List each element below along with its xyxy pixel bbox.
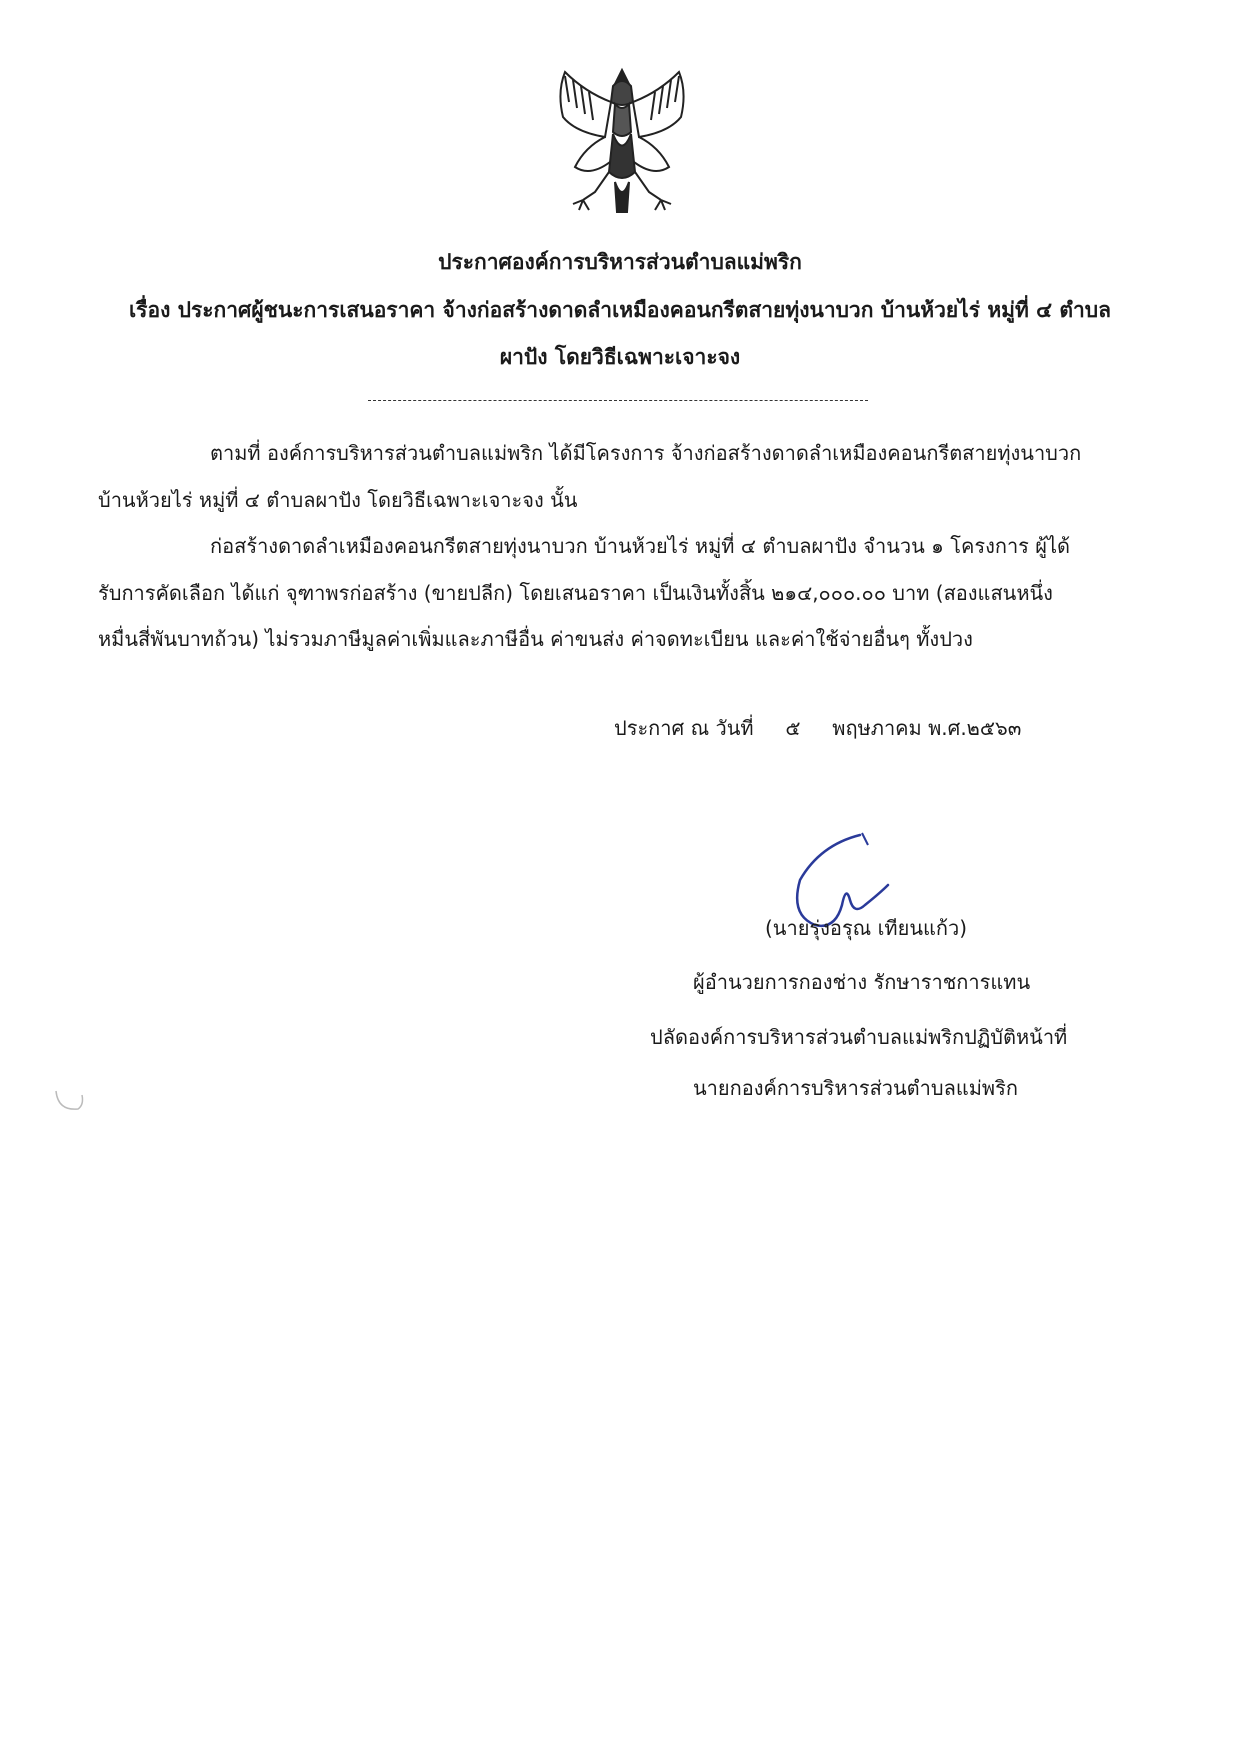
body-paragraph-2-line-1: ก่อสร้างดาดลำเหมืองคอนกรีตสายทุ่งนาบวก บ้านห้วยไร่ หมู่ที่ ๔ ตำบลผาปัง จำนวน ๑ โครงการ ผู้ได้ xyxy=(210,534,1071,558)
body-paragraph-2-line-2: รับการคัดเลือก ได้แก่ จุฑาพรก่อสร้าง (ขายปลีก) โดยเสนอราคา เป็นเงินทั้งสิ้น ๒๑๔,๐๐๐.๐๐ บาท (สองแสนหนึ่ง xyxy=(98,581,1053,605)
body-paragraph-1-line-2: บ้านห้วยไร่ หมู่ที่ ๔ ตำบลผาปัง โดยวิธีเฉพาะเจาะจง นั้น xyxy=(98,488,578,512)
body-paragraph-1-line-1: ตามที่ องค์การบริหารส่วนตำบลแม่พริก ได้มีโครงการ จ้างก่อสร้างดาดลำเหมืองคอนกรีตสายทุ่งนาบวก xyxy=(210,441,1082,465)
signatory-position-2: ปลัดองค์การบริหารส่วนตำบลแม่พริกปฏิบัติหน้าที่ xyxy=(650,1025,1068,1049)
garuda-emblem-icon xyxy=(535,62,709,222)
announcement-title: ประกาศองค์การบริหารส่วนตำบลแม่พริก xyxy=(438,250,802,274)
divider xyxy=(368,400,868,401)
signatory-position-1: ผู้อำนวยการกองช่าง รักษาราชการแทน xyxy=(693,970,1031,994)
announcement-date: ประกาศ ณ วันที่ ๕ พฤษภาคม พ.ศ.๒๕๖๓ xyxy=(614,716,1022,740)
announcement-subject-continued: ผาปัง โดยวิธีเฉพาะเจาะจง xyxy=(499,345,741,369)
body-paragraph-2-line-3: หมื่นสี่พันบาทถ้วน) ไม่รวมภาษีมูลค่าเพิ่มและภาษีอื่น ค่าขนส่ง ค่าจดทะเบียน และค่าใช้จ่ายอื่นๆ ทั้งปวง xyxy=(98,627,973,651)
signatory-position-3: นายกองค์การบริหารส่วนตำบลแม่พริก xyxy=(693,1076,1018,1100)
scan-artifact xyxy=(50,1085,90,1115)
signatory-name: (นายรุ่งอรุณ เทียนแก้ว) xyxy=(765,916,968,940)
announcement-subject: เรื่อง ประกาศผู้ชนะการเสนอราคา จ้างก่อสร้างดาดลำเหมืองคอนกรีตสายทุ่งนาบวก บ้านห้วยไร่ หมู่ที่ ๔ ตำบล xyxy=(129,298,1111,322)
